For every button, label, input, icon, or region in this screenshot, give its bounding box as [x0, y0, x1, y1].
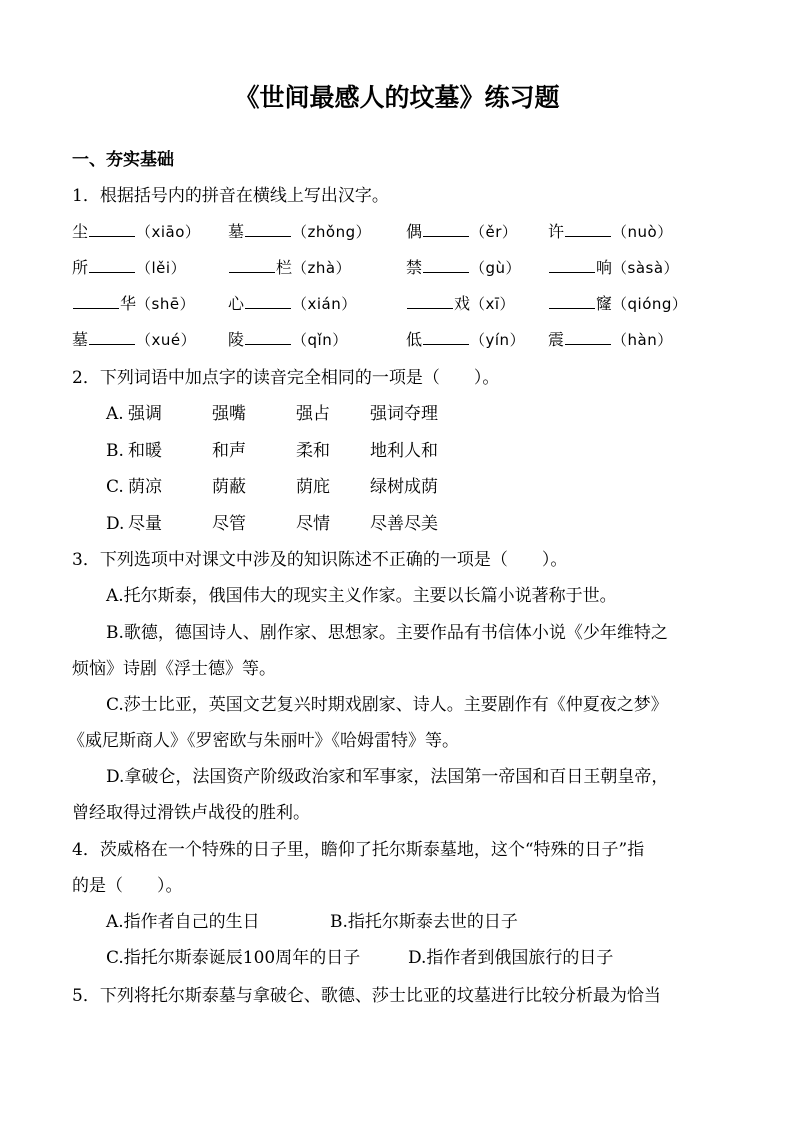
pinyin-item [228, 328, 348, 352]
answer-blank[interactable] [89, 256, 135, 273]
pinyin-item-suffix: 戏 [454, 294, 471, 313]
option-word: 强嘴 [212, 404, 246, 424]
question-4-stem-cont: 的是（ ）。 [72, 876, 183, 896]
answer-blank[interactable] [423, 220, 469, 237]
option-word: 柔和 [296, 440, 330, 461]
answer-blank[interactable] [407, 292, 453, 309]
answer-blank[interactable] [423, 328, 469, 345]
pinyin-item-suffix: 华 [120, 294, 137, 313]
pinyin-item-prefix: 尘 [72, 222, 89, 241]
question-4-stem: 4．茨威格在一个特殊的日子里，瞻仰了托尔斯泰墓地，这个“特殊的日子”指 [72, 840, 645, 860]
question-3-stem: 3．下列选项中对课文中涉及的知识陈述不正确的一项是（ ）。 [72, 550, 568, 570]
question-3-option-b-cont: 烦恼》诗剧《浮士德》等。 [72, 659, 276, 679]
answer-blank[interactable] [565, 328, 611, 345]
question-5-stem: 5．下列将托尔斯泰墓与拿破仑、歌德、莎士比亚的坟墓进行比较分析最为恰当 [72, 986, 661, 1006]
option-word: 荫蔽 [212, 477, 246, 497]
option-word: 强占 [296, 404, 330, 424]
pinyin-hint: （xué） [136, 331, 197, 349]
answer-blank[interactable] [73, 292, 119, 309]
question-3-option-d-cont: 曾经取得过滑铁卢战役的胜利。 [72, 803, 310, 823]
pinyin-hint: （ěr） [470, 223, 518, 241]
answer-blank[interactable] [245, 292, 291, 309]
pinyin-hint: （xī） [470, 295, 516, 313]
answer-blank[interactable] [245, 220, 291, 237]
question-3-option-c-cont: 《威尼斯商人》《罗密欧与朱丽叶》《哈姆雷特》等。 [68, 731, 459, 751]
question-4-option-d: D.指作者到俄国旅行的日子 [408, 948, 614, 968]
question-4-option-c: C.指托尔斯泰诞辰100周年的日子 [106, 948, 361, 968]
pinyin-item-prefix: 震 [548, 330, 565, 349]
question-1-stem: 1．根据括号内的拼音在横线上写出汉字。 [72, 186, 389, 206]
option-word: 绿树成荫 [370, 477, 438, 497]
pinyin-item [406, 292, 515, 316]
pinyin-hint: （shē） [136, 295, 196, 313]
option-word: 尽善尽美 [370, 513, 438, 534]
pinyin-hint: （zhà） [292, 259, 352, 277]
question-4-option-a: A.指作者自己的生日 [106, 912, 260, 932]
question-4-option-b: B.指托尔斯泰去世的日子 [330, 912, 518, 932]
pinyin-hint: （gù） [470, 259, 522, 277]
option-word: 荫庇 [296, 477, 330, 497]
pinyin-item [72, 292, 195, 316]
pinyin-hint: （zhǒng） [292, 223, 372, 241]
pinyin-item [406, 220, 517, 244]
pinyin-item [548, 256, 679, 280]
question-3-option-c: C.莎士比亚，英国文艺复兴时期戏剧家、诗人。主要剧作有《仲夏夜之梦》 [106, 695, 668, 715]
pinyin-hint: （nuò） [612, 223, 673, 241]
pinyin-item-prefix: 墓 [72, 330, 89, 349]
pinyin-item-prefix: 心 [228, 294, 245, 313]
pinyin-item [548, 328, 673, 352]
page-title: 《世间最感人的坟墓》练习题 [234, 83, 560, 112]
pinyin-item [406, 328, 525, 352]
question-3-option-d: D.拿破仑，法国资产阶级政治家和军事家，法国第一帝国和百日王朝皇帝， [106, 767, 669, 787]
answer-blank[interactable] [245, 328, 291, 345]
pinyin-item-suffix: 响 [596, 258, 613, 277]
option-word: 强调 [128, 404, 162, 424]
pinyin-item-prefix: 许 [548, 222, 565, 241]
pinyin-item [406, 256, 521, 280]
question-3-option-b: B.歌德，德国诗人、剧作家、思想家。主要作品有书信体小说《少年维特之 [106, 623, 668, 643]
pinyin-item-prefix: 所 [72, 258, 89, 277]
pinyin-item-prefix: 低 [406, 330, 423, 349]
pinyin-item [72, 328, 196, 352]
question-3-option-a: A.托尔斯泰，俄国伟大的现实主义作家。主要以长篇小说著称于世。 [106, 586, 617, 606]
option-label: C. [106, 477, 124, 497]
option-label: B. [106, 440, 124, 461]
option-word: 荫凉 [128, 477, 162, 497]
option-word: 地利人和 [370, 440, 438, 461]
answer-blank[interactable] [549, 256, 595, 273]
answer-blank[interactable] [89, 328, 135, 345]
pinyin-hint: （xián） [292, 295, 357, 313]
pinyin-hint: （hàn） [612, 331, 673, 349]
pinyin-item-suffix: 栏 [276, 258, 293, 277]
pinyin-item [548, 220, 673, 244]
pinyin-item-prefix: 墓 [228, 222, 245, 241]
answer-blank[interactable] [229, 256, 275, 273]
pinyin-item [228, 220, 371, 244]
option-word: 尽管 [212, 513, 246, 534]
pinyin-item-prefix: 禁 [406, 258, 423, 277]
pinyin-hint: （qióng） [612, 295, 688, 313]
option-word: 尽情 [296, 513, 330, 534]
option-word: 强词夺理 [370, 404, 438, 424]
pinyin-hint: （sàsà） [612, 259, 680, 277]
pinyin-item [228, 292, 357, 316]
pinyin-item [548, 292, 687, 316]
pinyin-item-prefix: 偶 [406, 222, 423, 241]
question-2-stem: 2．下列词语中加点字的读音完全相同的一项是（ ）。 [72, 368, 500, 388]
option-word: 和暖 [128, 440, 162, 461]
pinyin-item [72, 220, 200, 244]
pinyin-item [72, 256, 186, 280]
answer-blank[interactable] [89, 220, 135, 237]
pinyin-hint: （lěi） [136, 259, 187, 277]
section-heading: 一、夯实基础 [72, 150, 174, 170]
option-label: A. [106, 404, 124, 424]
pinyin-item-prefix: 陵 [228, 330, 245, 349]
answer-blank[interactable] [423, 256, 469, 273]
answer-blank[interactable] [565, 220, 611, 237]
pinyin-hint: （xiāo） [136, 223, 201, 241]
option-word: 尽量 [128, 513, 162, 534]
pinyin-item [228, 256, 351, 280]
option-word: 和声 [212, 440, 246, 461]
pinyin-item-suffix: 窿 [596, 294, 613, 313]
answer-blank[interactable] [549, 292, 595, 309]
pinyin-hint: （qǐn） [292, 331, 348, 349]
pinyin-hint: （yín） [470, 331, 526, 349]
option-label: D. [106, 513, 125, 534]
